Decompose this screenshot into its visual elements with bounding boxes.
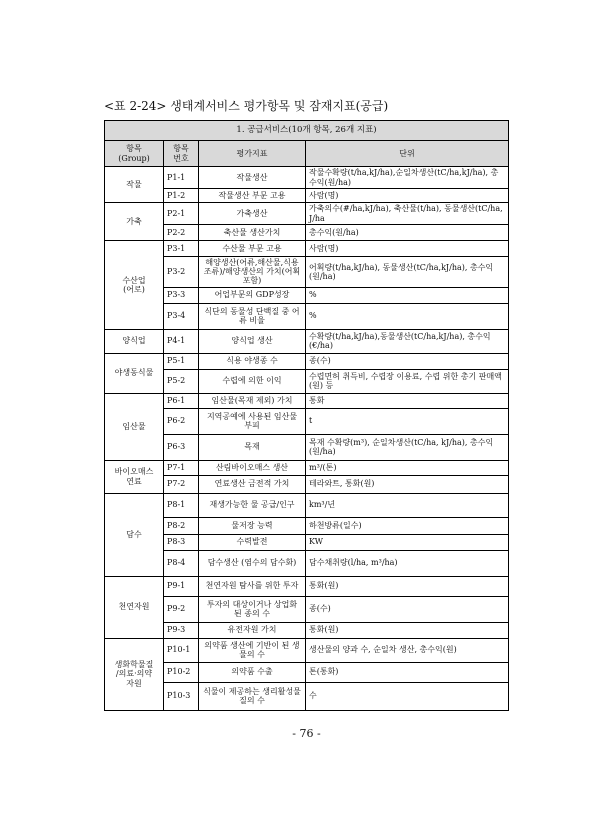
unit-cell: 작물수확량(t/ha,kJ/ha),순일차생산(tC/ha,kJ/ha), 총수익(원/ha) (306, 167, 509, 189)
indicator-cell: 목재 (199, 434, 306, 460)
indicator-cell: 의약품 수출 (199, 662, 306, 682)
table-row (105, 203, 509, 225)
table-row (105, 329, 509, 353)
unit-cell: 통화 (306, 393, 509, 408)
indicator-cell: 지역공예에 사용된 임산물 부피 (199, 408, 306, 434)
group-cell: 담수 (105, 493, 164, 576)
table-row (105, 622, 509, 638)
table-row (105, 434, 509, 460)
indicator-cell: 의약품 생산에 기반이 된 생물의 수 (199, 638, 306, 662)
indicator-cell: 어업부문의 GDP성장 (199, 287, 306, 303)
code-cell: P5-2 (164, 369, 199, 393)
table-body (105, 167, 509, 711)
unit-cell: 사람(명) (306, 189, 509, 203)
unit-cell: km³/년 (306, 493, 509, 517)
indicator-cell: 식단의 동물성 단백질 중 어류 비율 (199, 303, 306, 329)
indicator-cell: 유전자원 가치 (199, 622, 306, 638)
code-cell: P6-2 (164, 408, 199, 434)
code-cell: P5-1 (164, 353, 199, 369)
code-cell: P3-1 (164, 241, 199, 257)
header-code: 항목 번호 (164, 141, 199, 167)
table-row (105, 517, 509, 534)
table-row (105, 460, 509, 475)
group-cell: 생화학물질 /의료·의약 자원 (105, 638, 164, 710)
unit-cell: 생산물의 양과 수, 순일차 생산, 총수익(원) (306, 638, 509, 662)
code-cell: P3-2 (164, 257, 199, 288)
unit-cell: KW (306, 534, 509, 550)
page-number: - 76 - (292, 727, 321, 740)
table-row (105, 287, 509, 303)
unit-cell: t (306, 408, 509, 434)
indicator-cell: 식용 야생종 수 (199, 353, 306, 369)
group-cell: 가축 (105, 203, 164, 241)
unit-cell: 하천방류(일수) (306, 517, 509, 534)
unit-cell: % (306, 287, 509, 303)
unit-cell: 통화(원) (306, 622, 509, 638)
section-title: 1. 공급서비스(10개 항목, 26개 지표) (105, 121, 509, 141)
code-cell: P2-1 (164, 203, 199, 225)
unit-cell: 담수채취량(l/ha, m³/ha) (306, 550, 509, 576)
code-cell: P10-3 (164, 682, 199, 710)
indicator-cell: 해양생산(어류,해산물,식용조류)/해양생산의 가치(어획포함) (199, 257, 306, 288)
table-row (105, 393, 509, 408)
table-row (105, 189, 509, 203)
code-cell: P8-2 (164, 517, 199, 534)
code-cell: P3-4 (164, 303, 199, 329)
ecosystem-services-table (104, 120, 509, 711)
code-cell: P8-1 (164, 493, 199, 517)
table-row (105, 493, 509, 517)
indicator-cell: 양식업 생산 (199, 329, 306, 353)
code-cell: P8-3 (164, 534, 199, 550)
indicator-cell: 투자의 대상이거나 상업화 된 종의 수 (199, 596, 306, 622)
code-cell: P7-2 (164, 475, 199, 493)
column-header-row (105, 141, 509, 167)
table-row (105, 475, 509, 493)
table-row (105, 550, 509, 576)
table-row (105, 596, 509, 622)
code-cell: P3-3 (164, 287, 199, 303)
code-cell: P10-2 (164, 662, 199, 682)
table-row (105, 576, 509, 596)
code-cell: P8-4 (164, 550, 199, 576)
group-cell: 작물 (105, 167, 164, 203)
indicator-cell: 수력발전 (199, 534, 306, 550)
table-row (105, 353, 509, 369)
indicator-cell: 연료생산 금전적 가치 (199, 475, 306, 493)
group-cell: 임산물 (105, 393, 164, 460)
code-cell: P1-1 (164, 167, 199, 189)
table-row (105, 369, 509, 393)
unit-cell: 가축의수(#/ha,kJ/ha), 축산물(t/ha), 동물생산(tC/ha, J/ha (306, 203, 509, 225)
table-row (105, 225, 509, 241)
unit-cell: % (306, 303, 509, 329)
table-row (105, 167, 509, 189)
code-cell: P6-3 (164, 434, 199, 460)
table-row (105, 638, 509, 662)
table-row (105, 682, 509, 710)
group-cell: 천연자원 (105, 576, 164, 638)
code-cell: P1-2 (164, 189, 199, 203)
indicator-cell: 수산물 부문 고용 (199, 241, 306, 257)
header-group: 항목 (Group) (105, 141, 164, 167)
indicator-cell: 물저장 능력 (199, 517, 306, 534)
code-cell: P7-1 (164, 460, 199, 475)
indicator-cell: 담수생산 (염수의 담수화) (199, 550, 306, 576)
indicator-cell: 식물이 제공하는 생리활성물질의 수 (199, 682, 306, 710)
indicator-cell: 수렵에 의한 이익 (199, 369, 306, 393)
code-cell: P10-1 (164, 638, 199, 662)
indicator-cell: 재생가능한 물 공급/인구 (199, 493, 306, 517)
indicator-cell: 천연자원 탐사를 위한 투자 (199, 576, 306, 596)
unit-cell: m³/(톤) (306, 460, 509, 475)
indicator-cell: 가축생산 (199, 203, 306, 225)
code-cell: P9-1 (164, 576, 199, 596)
unit-cell: 테라와트, 통화(원) (306, 475, 509, 493)
indicator-cell: 임산물(목재 제외) 가치 (199, 393, 306, 408)
table-row (105, 303, 509, 329)
code-cell: P2-2 (164, 225, 199, 241)
indicator-cell: 산림바이오매스 생산 (199, 460, 306, 475)
unit-cell: 사람(명) (306, 241, 509, 257)
code-cell: P9-2 (164, 596, 199, 622)
unit-cell: 종(수) (306, 596, 509, 622)
code-cell: P9-3 (164, 622, 199, 638)
unit-cell: 종(수) (306, 353, 509, 369)
table-row (105, 408, 509, 434)
group-cell: 수산업 (어로) (105, 241, 164, 330)
unit-cell: 수확량(t/ha,kJ/ha),동물생산(tC/ha,kJ/ha), 총수익(€/ha) (306, 329, 509, 353)
unit-cell: 총수익(원/ha) (306, 225, 509, 241)
table-row (105, 534, 509, 550)
table-row (105, 241, 509, 257)
header-indicator: 평가지표 (199, 141, 306, 167)
unit-cell: 통화(원) (306, 576, 509, 596)
unit-cell: 수렵면허 취득비, 수렵장 이용료, 수렵 위한 총기 판매액(원) 등 (306, 369, 509, 393)
group-cell: 바이오매스 연료 (105, 460, 164, 493)
table-row (105, 662, 509, 682)
indicator-cell: 작물생산 부문 고용 (199, 189, 306, 203)
section-header-row (105, 121, 509, 141)
header-unit: 단위 (306, 141, 509, 167)
indicator-cell: 축산물 생산가치 (199, 225, 306, 241)
unit-cell: 목재 수확량(m³), 순일차생산(tC/ha, kJ/ha), 총수익(원/ha) (306, 434, 509, 460)
table-caption: <표 2-24> 생태계서비스 평가항목 및 잠재지표(공급) (104, 99, 389, 113)
unit-cell: 톤(통화) (306, 662, 509, 682)
group-cell: 야생동식물 (105, 353, 164, 393)
indicator-cell: 작물생산 (199, 167, 306, 189)
group-cell: 양식업 (105, 329, 164, 353)
table-row (105, 257, 509, 288)
code-cell: P4-1 (164, 329, 199, 353)
code-cell: P6-1 (164, 393, 199, 408)
unit-cell: 어획량(t/ha,kJ/ha), 동물생산(tC/ha,kJ/ha), 총수익(원/ha) (306, 257, 509, 288)
unit-cell: 수 (306, 682, 509, 710)
